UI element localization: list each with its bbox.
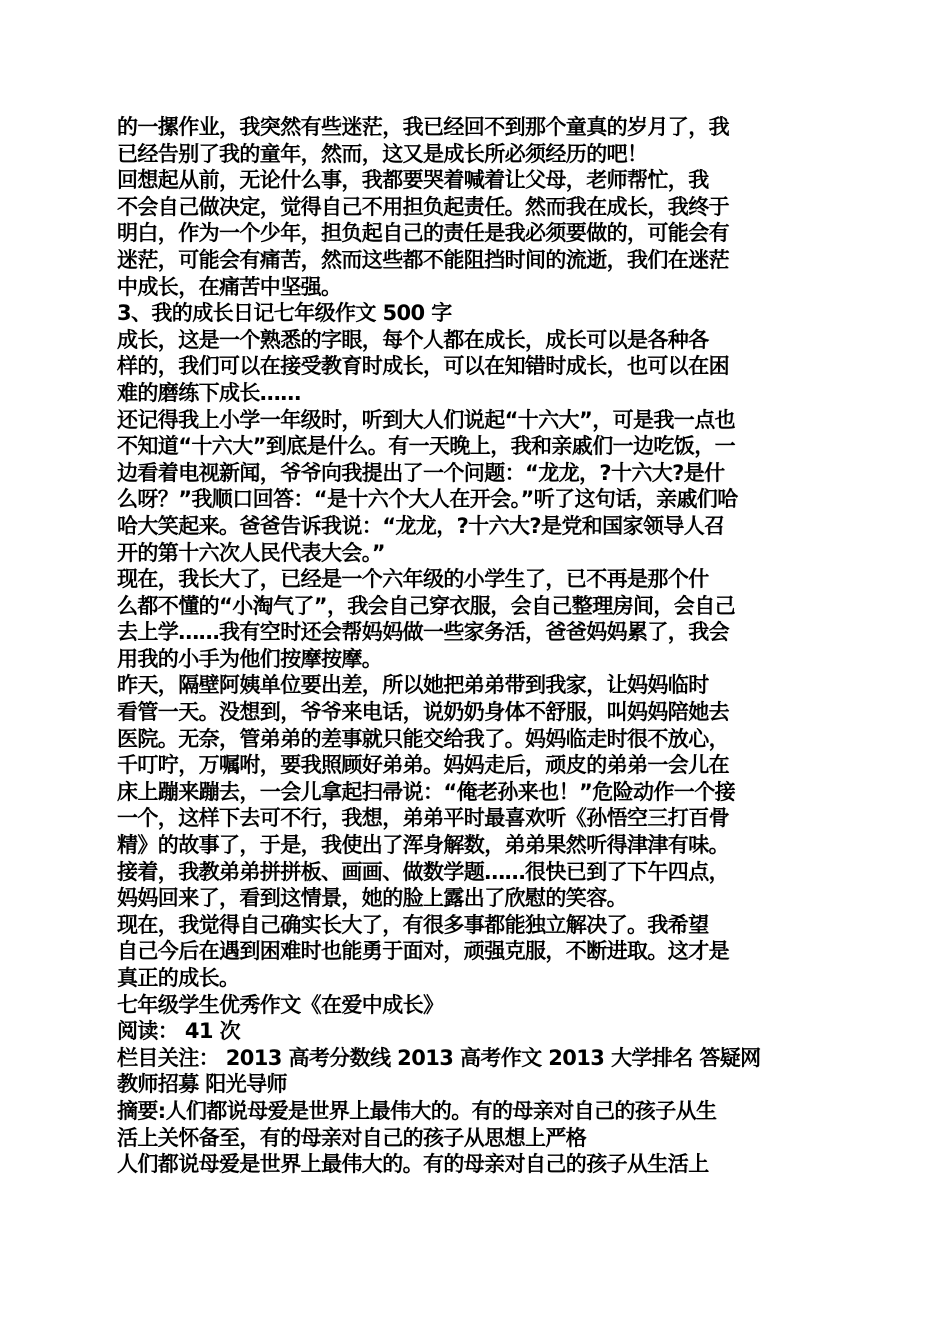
text-line: 用我的小手为他们按摩按摩。 [117, 646, 383, 671]
text-line: 床上蹦来蹦去，一会儿拿起扫帚说：“俺老孙来也！”危险动作一个接 [117, 779, 736, 804]
text-line: 成长，这是一个熟悉的字眼，每个人都在成长，成长可以是各种各 [117, 327, 709, 352]
text-line: 么呀？”我顺口回答：“是十六个大人在开会。”听了这句话，亲戚们哈 [117, 487, 738, 512]
text-line: 中成长，在痛苦中坚强。 [117, 274, 342, 299]
text-line: 不知道“十六大”到底是什么。有一天晚上，我和亲戚们一边吃饭，一 [117, 434, 736, 459]
text-line: 样的，我们可以在接受教育时成长，可以在知错时成长，也可以在困 [117, 354, 729, 379]
column-links: 教师招募 阳光导师 [117, 1072, 287, 1097]
text-line: 迷茫，可能会有痛苦，然而这些都不能阻挡时间的流逝，我们在迷茫 [117, 247, 729, 272]
text-line: 明白，作为一个少年，担负起自己的责任是我必须要做的，可能会有 [117, 221, 729, 246]
text-line: 去上学……我有空时还会帮妈妈做一些家务活，爸爸妈妈累了，我会 [117, 620, 729, 645]
text-line: 的一摞作业，我突然有些迷茫，我已经回不到那个童真的岁月了，我 [117, 115, 729, 139]
read-count: 阅读： 41 次 [117, 1019, 241, 1044]
document-page [117, 114, 837, 1178]
text-line: 回想起从前，无论什么事，我都要哭着喊着让父母，老师帮忙，我 [117, 168, 709, 193]
text-line: 千叮咛，万嘱咐，要我照顾好弟弟。妈妈走后，顽皮的弟弟一会儿在 [117, 753, 729, 778]
text-line: 妈妈回来了，看到这情景，她的脸上露出了欣慰的笑容。 [117, 886, 627, 911]
text-line: 么都不懂的“小淘气了”，我会自己穿衣服，会自己整理房间，会自己 [117, 593, 736, 618]
text-line: 精》的故事了，于是，我使出了浑身解数，弟弟果然听得津津有味。 [117, 833, 729, 858]
section-heading: 3、我的成长日记七年级作文 500 字 [117, 301, 452, 326]
text-line: 还记得我上小学一年级时，听到大人们说起“十六大”，可是我一点也 [117, 407, 736, 432]
text-line: 边看着电视新闻，爷爷向我提出了一个问题：“龙龙，?十六大?是什 [117, 460, 725, 485]
text-line: 已经告别了我的童年，然而，这又是成长所必须经历的吧！ [117, 141, 648, 166]
abstract-line: 摘要:人们都说母爱是世界上最伟大的。有的母亲对自己的孩子从生 [117, 1098, 717, 1123]
column-links: 栏目关注： 2013 高考分数线 2013 高考作文 2013 大学排名 答疑网 [117, 1045, 761, 1070]
abstract-line: 活上关怀备至，有的母亲对自己的孩子从思想上严格 [117, 1125, 587, 1150]
text-line: 哈大笑起来。爸爸告诉我说：“龙龙，?十六大?是党和国家领导人召 [117, 513, 725, 538]
text-line: 开的第十六次人民代表大会。” [117, 540, 385, 565]
text-line: 自己今后在遇到困难时也能勇于面对，顽强克服，不断进取。这才是 [117, 939, 729, 964]
text-line: 真正的成长。 [117, 966, 240, 990]
text-line: 现在，我长大了，已经是一个六年级的小学生了，已不再是那个什 [117, 567, 709, 592]
text-line: 接着，我教弟弟拼拼板、画画、做数学题……很快已到了下午四点， [117, 859, 729, 884]
text-line: 看管一天。没想到，爷爷来电话，说奶奶身体不舒服，叫妈妈陪她去 [117, 700, 729, 725]
text-line: 难的磨练下成长…… [117, 380, 301, 405]
text-line: 一个，这样下去可不行，我想，弟弟平时最喜欢听《孙悟空三打百骨 [117, 806, 729, 831]
text-line: 医院。无奈，管弟弟的差事就只能交给我了。妈妈临走时很不放心， [117, 726, 729, 751]
text-line: 现在，我觉得自己确实长大了，有很多事都能独立解决了。我希望 [117, 912, 709, 937]
article-title: 七年级学生优秀作文《在爱中成长》 [117, 992, 444, 1017]
text-line: 昨天，隔壁阿姨单位要出差，所以她把弟弟带到我家，让妈妈临时 [117, 673, 709, 698]
text-line: 不会自己做决定，觉得自己不用担负起责任。然而我在成长，我终于 [117, 194, 729, 219]
text-line: 人们都说母爱是世界上最伟大的。有的母亲对自己的孩子从生活上 [117, 1152, 709, 1177]
